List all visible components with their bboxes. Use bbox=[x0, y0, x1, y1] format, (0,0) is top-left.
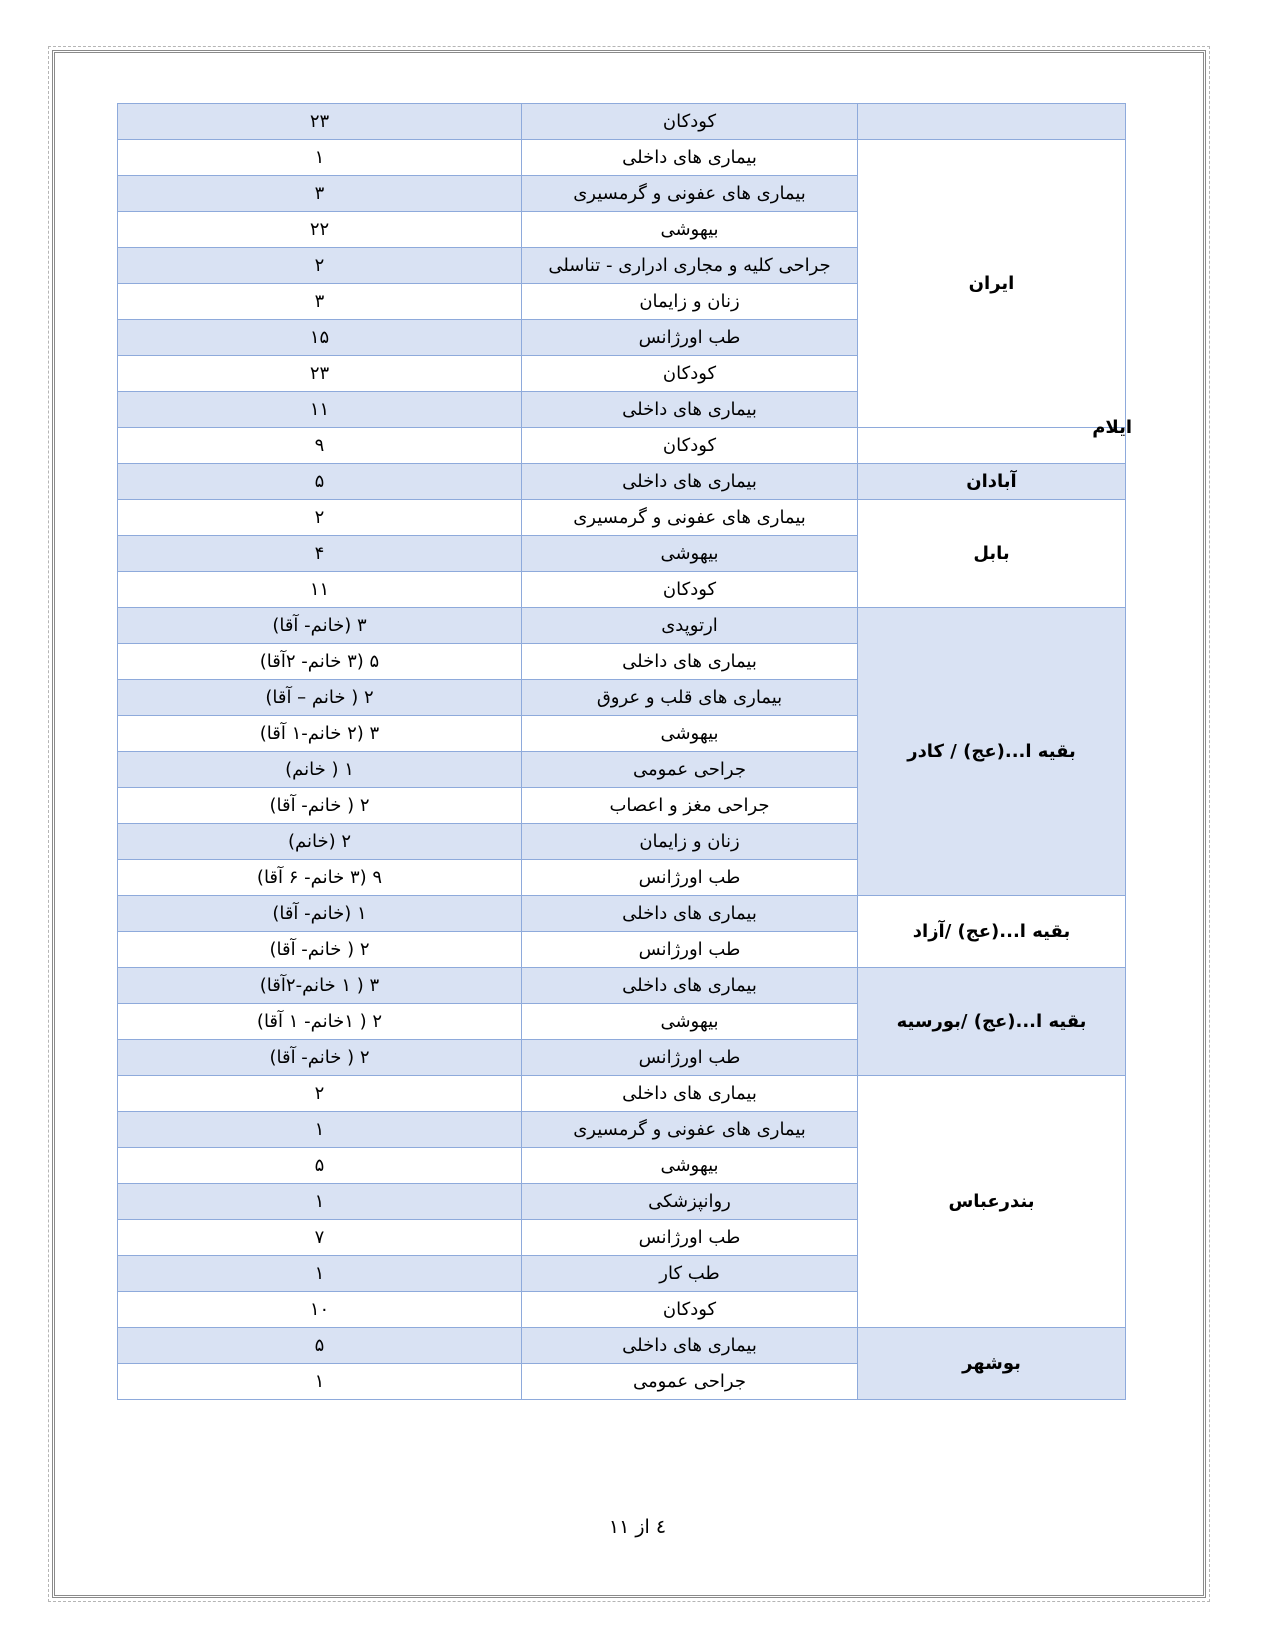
count-cell: ۱۱ bbox=[118, 392, 522, 428]
count-cell: ۲ bbox=[118, 248, 522, 284]
page-number: ٤ از ۱۱ bbox=[608, 1516, 667, 1538]
count-cell: ۳ bbox=[118, 284, 522, 320]
university-cell: بندرعباس bbox=[858, 1076, 1126, 1328]
specialty-cell: طب اورژانس bbox=[522, 1040, 858, 1076]
table-row bbox=[118, 104, 1126, 140]
table-row bbox=[118, 1076, 1126, 1112]
specialty-cell: جراحی عمومی bbox=[522, 752, 858, 788]
specialty-cell: بیماری های داخلی bbox=[522, 140, 858, 176]
university-cell: ایران bbox=[858, 140, 1126, 428]
specialty-cell: کودکان bbox=[522, 104, 858, 140]
table-row bbox=[118, 896, 1126, 932]
university-cell: بقیه ا...(عج) / کادر bbox=[858, 608, 1126, 896]
table-row bbox=[118, 464, 1126, 500]
specialty-cell: بیماری های داخلی bbox=[522, 1076, 858, 1112]
count-cell: ۱۵ bbox=[118, 320, 522, 356]
count-cell: ۵ bbox=[118, 1328, 522, 1364]
count-cell: ۱۰ bbox=[118, 1292, 522, 1328]
specialty-cell: بیماری های داخلی bbox=[522, 392, 858, 428]
university-cell: بوشهر bbox=[858, 1328, 1126, 1400]
specialty-cell: بیماری های داخلی bbox=[522, 968, 858, 1004]
count-cell: ۲۳ bbox=[118, 356, 522, 392]
specialty-cell: زنان و زایمان bbox=[522, 284, 858, 320]
university-cell: بقیه ا...(عج) /آزاد bbox=[858, 896, 1126, 968]
specialty-cell: طب کار bbox=[522, 1256, 858, 1292]
table-row bbox=[118, 968, 1126, 1004]
count-cell: ۱ bbox=[118, 1184, 522, 1220]
specialty-cell: ارتوپدی bbox=[522, 608, 858, 644]
count-cell: ۳ bbox=[118, 176, 522, 212]
count-cell: ۲ ( خانم – آقا) bbox=[118, 680, 522, 716]
specialty-cell: طب اورژانس bbox=[522, 932, 858, 968]
count-cell: ۷ bbox=[118, 1220, 522, 1256]
university-cell: آبادان bbox=[858, 464, 1126, 500]
specialty-cell: بیماری های داخلی bbox=[522, 644, 858, 680]
count-cell: ۱ ( خانم) bbox=[118, 752, 522, 788]
count-cell: ۴ bbox=[118, 536, 522, 572]
specialty-cell: کودکان bbox=[522, 1292, 858, 1328]
count-cell: ۲ ( ۱خانم- ۱ آقا) bbox=[118, 1004, 522, 1040]
specialty-cell: بیهوشی bbox=[522, 1004, 858, 1040]
university-cell bbox=[858, 104, 1126, 140]
count-cell: ۹ (۳ خانم- ۶ آقا) bbox=[118, 860, 522, 896]
count-cell: ۱ bbox=[118, 140, 522, 176]
specialty-cell: بیهوشی bbox=[522, 1148, 858, 1184]
count-cell: ۱ bbox=[118, 1112, 522, 1148]
specialty-cell: بیماری های عفونی و گرمسیری bbox=[522, 1112, 858, 1148]
university-cell: بقیه ا...(عج) /بورسیه bbox=[858, 968, 1126, 1076]
count-cell: ۵ bbox=[118, 464, 522, 500]
count-cell: ۱ bbox=[118, 1364, 522, 1400]
count-cell: ۲ bbox=[118, 500, 522, 536]
specialty-cell: بیماری های داخلی bbox=[522, 896, 858, 932]
table-body bbox=[118, 104, 1132, 1400]
specialty-cell: بیهوشی bbox=[522, 212, 858, 248]
table-row bbox=[118, 1328, 1126, 1364]
count-cell: ۲ ( خانم- آقا) bbox=[118, 788, 522, 824]
table-row bbox=[118, 608, 1126, 644]
university-cell: بابل bbox=[858, 500, 1126, 608]
specialty-cell: طب اورژانس bbox=[522, 1220, 858, 1256]
count-cell: ۱ (خانم- آقا) bbox=[118, 896, 522, 932]
count-cell: ۱ bbox=[118, 1256, 522, 1292]
specialty-cell: بیماری های عفونی و گرمسیری bbox=[522, 500, 858, 536]
specialty-cell: کودکان bbox=[522, 428, 858, 464]
count-cell: ۵ bbox=[118, 1148, 522, 1184]
count-cell: ۲ bbox=[118, 1076, 522, 1112]
table-row bbox=[118, 140, 1126, 176]
table-row bbox=[118, 500, 1126, 536]
specialty-cell: کودکان bbox=[522, 356, 858, 392]
count-cell: ۲ ( خانم- آقا) bbox=[118, 932, 522, 968]
specialty-cell: بیهوشی bbox=[522, 716, 858, 752]
table-row: ۱۱ بیماری های داخلی ایلام bbox=[118, 392, 1126, 428]
count-cell: ۲۳ bbox=[118, 104, 522, 140]
count-cell: ۳ (خانم- آقا) bbox=[118, 608, 522, 644]
specialty-cell: جراحی عمومی bbox=[522, 1364, 858, 1400]
specialty-cell: جراحی کلیه و مجاری ادراری - تناسلی bbox=[522, 248, 858, 284]
residency-table bbox=[117, 103, 1132, 1400]
specialty-cell: طب اورژانس bbox=[522, 320, 858, 356]
count-cell: ۹ bbox=[118, 428, 522, 464]
specialty-cell: بیماری های داخلی bbox=[522, 464, 858, 500]
count-cell: ۳ (۲ خانم-۱ آقا) bbox=[118, 716, 522, 752]
table-row bbox=[118, 428, 1126, 464]
count-cell: ۵ (۳ خانم- ۲آقا) bbox=[118, 644, 522, 680]
specialty-cell: بیماری های قلب و عروق bbox=[522, 680, 858, 716]
specialty-cell: جراحی مغز و اعصاب bbox=[522, 788, 858, 824]
count-cell: ۲ ( خانم- آقا) bbox=[118, 1040, 522, 1076]
count-cell: ۲ (خانم) bbox=[118, 824, 522, 860]
specialty-cell: طب اورژانس bbox=[522, 860, 858, 896]
specialty-cell: بیهوشی bbox=[522, 536, 858, 572]
specialty-cell: بیماری های عفونی و گرمسیری bbox=[522, 176, 858, 212]
specialty-cell: روانپزشکی bbox=[522, 1184, 858, 1220]
specialty-cell: کودکان bbox=[522, 572, 858, 608]
specialty-cell: زنان و زایمان bbox=[522, 824, 858, 860]
count-cell: ۳ ( ۱ خانم-۲آقا) bbox=[118, 968, 522, 1004]
count-cell: ۲۲ bbox=[118, 212, 522, 248]
specialty-cell: بیماری های داخلی bbox=[522, 1328, 858, 1364]
count-cell: ۱۱ bbox=[118, 572, 522, 608]
